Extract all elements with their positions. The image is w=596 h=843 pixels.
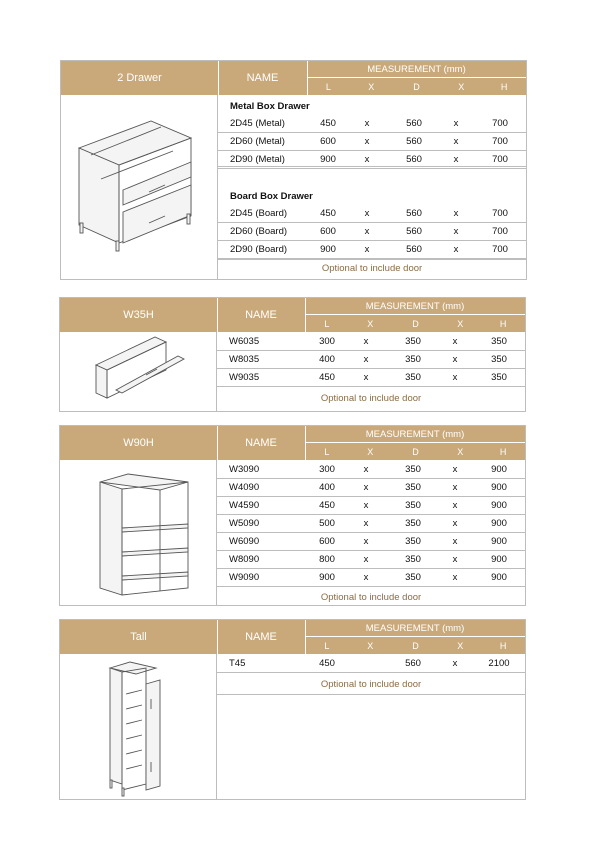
measurement-header: MEASUREMENT (mm) — [305, 298, 525, 315]
cell-l: 400 — [319, 354, 335, 365]
measurement-subheader — [307, 78, 526, 95]
table-row — [217, 551, 525, 569]
cell-x1: x — [363, 572, 369, 583]
col-l: L — [324, 640, 330, 651]
cell-x1: x — [364, 136, 370, 147]
col-x2: X — [457, 318, 464, 329]
cell-l: 600 — [320, 136, 336, 147]
cell-d: 560 — [406, 118, 422, 129]
table-row — [217, 515, 525, 533]
table-row — [217, 479, 525, 497]
col-d: D — [413, 81, 420, 92]
table-row — [217, 351, 525, 369]
product-image-w35h — [60, 332, 217, 411]
col-h: H — [499, 318, 507, 329]
col-x1: X — [367, 640, 374, 651]
table-row — [217, 533, 525, 551]
table-row — [217, 369, 525, 387]
cell-h: 700 — [492, 154, 508, 165]
table-header — [60, 426, 525, 460]
cell-h: 700 — [492, 244, 508, 255]
cell-l: 900 — [320, 244, 336, 255]
cell-d: 560 — [406, 226, 422, 237]
cell-x1: x — [363, 482, 369, 493]
cell-h: 900 — [491, 464, 507, 475]
cell-h: 700 — [492, 208, 508, 219]
cell-d: 350 — [405, 464, 421, 475]
cell-x2: x — [452, 500, 458, 511]
table-row — [217, 497, 525, 515]
category-title: W90H — [60, 426, 218, 460]
cell-name: 2D60 (Metal) — [230, 136, 285, 147]
cell-name: 2D90 (Board) — [230, 244, 288, 255]
cell-name: W9090 — [229, 572, 260, 583]
table-row — [217, 655, 525, 673]
cell-x1: x — [363, 464, 369, 475]
cell-l: 450 — [319, 372, 335, 383]
cell-h: 700 — [492, 136, 508, 147]
cell-d: 350 — [405, 372, 421, 383]
measurement-subheader — [305, 637, 525, 654]
cell-h: 900 — [491, 482, 507, 493]
cell-d: 560 — [405, 658, 421, 669]
cell-l: 450 — [320, 208, 336, 219]
cell-name: W6035 — [229, 336, 260, 347]
cell-d: 350 — [405, 482, 421, 493]
cell-l: 450 — [319, 658, 335, 669]
cell-x1: x — [363, 372, 369, 383]
cell-x1: x — [363, 518, 369, 529]
cell-x1: x — [363, 336, 369, 347]
cell-x1: x — [363, 500, 369, 511]
divider — [218, 259, 526, 260]
spec-table-w90h — [59, 425, 526, 606]
cell-x2: x — [453, 136, 459, 147]
cell-x2: x — [452, 482, 458, 493]
cell-l: 400 — [319, 482, 335, 493]
cell-d: 350 — [405, 572, 421, 583]
col-x1: X — [367, 446, 374, 457]
table-row — [218, 241, 526, 259]
cell-h: 350 — [491, 372, 507, 383]
cell-name: W8090 — [229, 554, 260, 565]
cell-d: 350 — [405, 518, 421, 529]
cell-x1: x — [364, 226, 370, 237]
cell-name: W5090 — [229, 518, 260, 529]
cell-d: 350 — [405, 336, 421, 347]
measurement-subheader — [305, 443, 525, 460]
col-h: H — [499, 446, 507, 457]
divider — [217, 694, 525, 695]
name-header: NAME — [217, 620, 306, 654]
cell-x1 — [356, 655, 376, 672]
cell-name: 2D60 (Board) — [230, 226, 288, 237]
measurement-header: MEASUREMENT (mm) — [305, 426, 525, 443]
cell-h: 700 — [492, 118, 508, 129]
cell-x2: x — [452, 354, 458, 365]
col-h: H — [500, 81, 508, 92]
cell-l: 450 — [319, 500, 335, 511]
col-d: D — [412, 446, 419, 457]
optional-door-note: Optional to include door — [320, 679, 422, 690]
col-l: L — [324, 446, 330, 457]
cell-x2: x — [453, 118, 459, 129]
cell-x1: x — [364, 208, 370, 219]
cell-l: 500 — [319, 518, 335, 529]
cell-x2: x — [452, 554, 458, 565]
name-header: NAME — [217, 298, 306, 332]
measurement-header: MEASUREMENT (mm) — [307, 61, 526, 78]
cell-l: 600 — [319, 536, 335, 547]
cell-x1: x — [364, 154, 370, 165]
tall-wall-cabinet-drawing — [60, 460, 216, 606]
category-title: Tall — [60, 620, 218, 654]
group-title-board: Board Box Drawer — [230, 191, 313, 202]
cell-x1: x — [363, 354, 369, 365]
cell-l: 800 — [319, 554, 335, 565]
product-image-w90h — [60, 460, 217, 605]
cell-d: 560 — [406, 154, 422, 165]
cell-x1: x — [363, 554, 369, 565]
col-x2: X — [458, 81, 465, 92]
spec-table-tall — [59, 619, 526, 800]
cell-x1: x — [364, 118, 370, 129]
cell-d: 350 — [405, 354, 421, 365]
cell-l: 600 — [320, 226, 336, 237]
table-row — [218, 223, 526, 241]
cell-x2: x — [452, 464, 458, 475]
cell-l: 900 — [320, 154, 336, 165]
col-x1: X — [368, 81, 375, 92]
col-h: H — [499, 640, 507, 651]
cell-l: 450 — [320, 118, 336, 129]
cell-d: 560 — [406, 136, 422, 147]
cell-x2: x — [453, 208, 459, 219]
cell-name: W6090 — [229, 536, 260, 547]
cell-l: 900 — [319, 572, 335, 583]
cell-h: 900 — [491, 518, 507, 529]
product-image-2-drawer — [61, 95, 218, 279]
cell-name: 2D90 (Metal) — [230, 154, 285, 165]
cell-h: 700 — [492, 226, 508, 237]
cell-x2: x — [453, 244, 459, 255]
group-title-metal: Metal Box Drawer — [230, 101, 310, 112]
col-x2: X — [457, 640, 464, 651]
spec-table-2-drawer — [60, 60, 527, 280]
cell-x2: x — [452, 572, 458, 583]
category-title: W35H — [60, 298, 218, 332]
name-header: NAME — [218, 61, 308, 95]
cell-name: W4590 — [229, 500, 260, 511]
cell-h: 900 — [491, 572, 507, 583]
cell-name: W8035 — [229, 354, 260, 365]
cell-h: 900 — [491, 554, 507, 565]
product-image-tall — [60, 654, 217, 799]
cell-d: 350 — [405, 554, 421, 565]
col-x2: X — [457, 446, 464, 457]
cell-name: 2D45 (Board) — [230, 208, 288, 219]
measurement-subheader — [305, 315, 525, 332]
tall-pantry-cabinet-drawing — [60, 654, 216, 800]
optional-door-note: Optional to include door — [321, 263, 423, 274]
cell-h: 350 — [491, 354, 507, 365]
cell-name: W3090 — [229, 464, 260, 475]
table-row — [217, 333, 525, 351]
table-header — [61, 61, 526, 95]
cell-h: 350 — [491, 336, 507, 347]
cell-name: 2D45 (Metal) — [230, 118, 285, 129]
name-header: NAME — [217, 426, 306, 460]
table-row — [218, 205, 526, 223]
optional-door-note: Optional to include door — [320, 393, 422, 404]
cell-x2: x — [452, 658, 458, 669]
table-row — [218, 133, 526, 151]
cell-h: 2100 — [488, 658, 510, 669]
table-header — [60, 298, 525, 332]
cell-d: 350 — [405, 500, 421, 511]
cell-h: 900 — [491, 500, 507, 511]
cell-h: 900 — [491, 536, 507, 547]
cell-x2: x — [452, 336, 458, 347]
cell-x2: x — [453, 226, 459, 237]
cell-x2: x — [453, 154, 459, 165]
cell-l: 300 — [319, 464, 335, 475]
table-row — [218, 115, 526, 133]
table-row — [218, 151, 526, 169]
col-d: D — [412, 640, 419, 651]
cell-d: 350 — [405, 536, 421, 547]
drawer-cabinet-drawing — [61, 95, 217, 279]
cell-d: 560 — [406, 244, 422, 255]
col-l: L — [325, 81, 331, 92]
cell-x2: x — [452, 518, 458, 529]
col-l: L — [324, 318, 330, 329]
cell-x2: x — [452, 536, 458, 547]
cell-d: 560 — [406, 208, 422, 219]
category-title: 2 Drawer — [61, 61, 219, 95]
table-row — [217, 461, 525, 479]
table-row — [217, 569, 525, 587]
cell-x2: x — [452, 372, 458, 383]
cell-x1: x — [364, 244, 370, 255]
wall-cabinet-flap-drawing — [60, 332, 216, 412]
table-header — [60, 620, 525, 654]
cell-name: W9035 — [229, 372, 260, 383]
measurement-header: MEASUREMENT (mm) — [305, 620, 525, 637]
cell-x1: x — [363, 536, 369, 547]
cell-name: T45 — [229, 658, 246, 669]
optional-door-note: Optional to include door — [320, 592, 422, 603]
col-x1: X — [367, 318, 374, 329]
cell-l: 300 — [319, 336, 335, 347]
cell-name: W4090 — [229, 482, 260, 493]
col-d: D — [412, 318, 419, 329]
spec-table-w35h — [59, 297, 526, 412]
